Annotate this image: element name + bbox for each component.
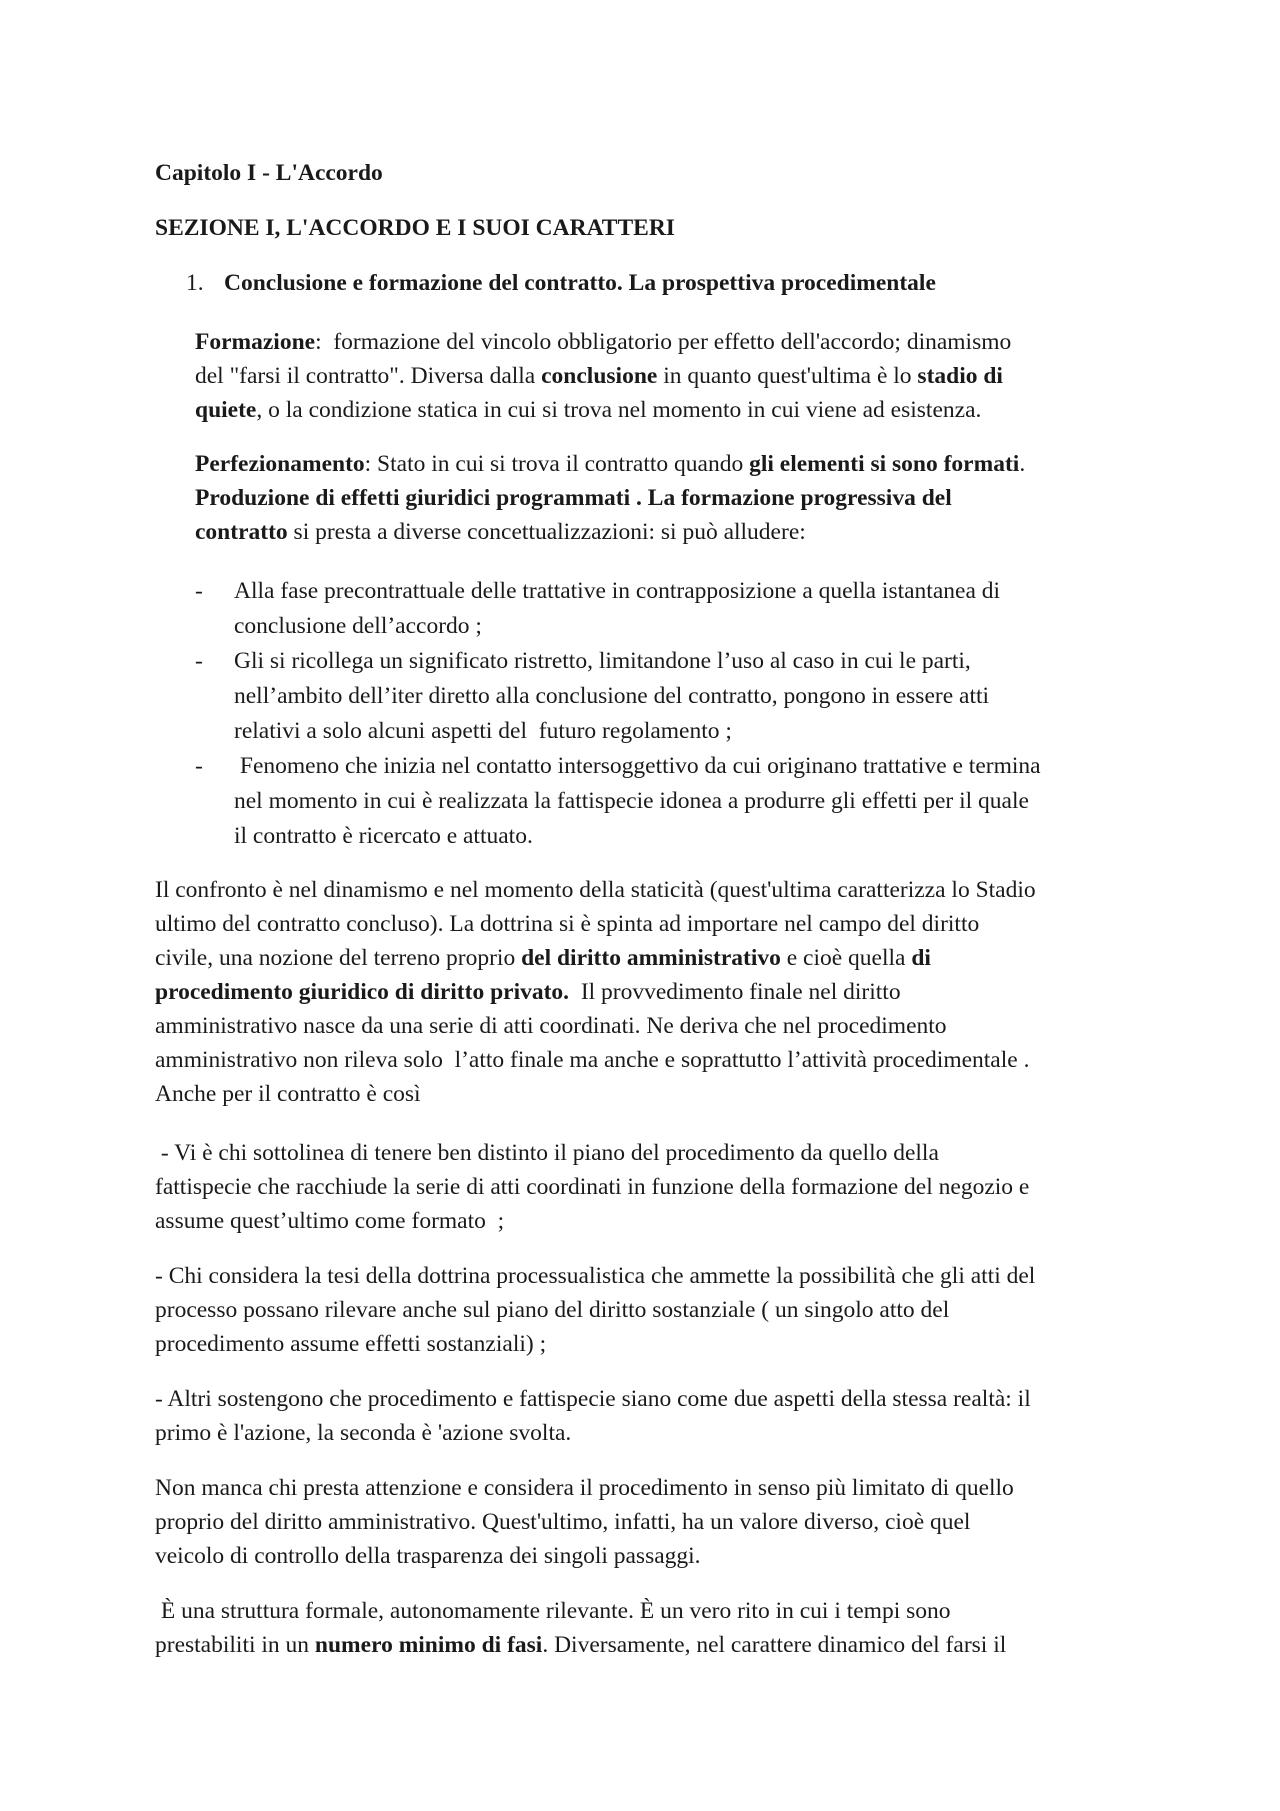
non-manca-line-2: proprio del diritto amministrativo. Quest'ultimo, infatti, ha un valore diverso, cioè quel: [155, 1509, 971, 1535]
confronto-line-6: amministrativo non rileva solo l’atto finale ma anche e soprattutto l’attività procedimentale .: [155, 1047, 1030, 1073]
dash-paragraph-2-line-3: procedimento assume effetti sostanziali) ;: [155, 1331, 547, 1357]
term-formazione: Formazione: [195, 329, 316, 355]
bullet-marker: -: [195, 648, 203, 674]
term-perfezionamento: Perfezionamento: [195, 451, 365, 477]
struttura-line-1: È una struttura formale, autonomamente rilevante. È un vero rito in cui i tempi sono: [155, 1598, 951, 1624]
perfezionamento-line-3: contratto si presta a diverse concettualizzazioni: si può alludere:: [195, 519, 806, 545]
dash-paragraph-3-line-1: - Altri sostengono che procedimento e fattispecie siano come due aspetti della stessa realtà: il: [155, 1386, 1031, 1412]
bullet-marker: -: [195, 753, 203, 779]
confronto-line-7: Anche per il contratto è così: [155, 1081, 421, 1107]
bullet-marker: -: [195, 578, 203, 604]
perfezionamento-line-1: Perfezionamento: Stato in cui si trova il contratto quando gli elementi si sono formati.: [195, 451, 1026, 477]
bullet-3-line-1: Fenomeno che inizia nel contatto intersoggettivo da cui originano trattative e termina: [234, 753, 1041, 779]
dash-paragraph-1-line-2: fattispecie che racchiude la serie di atti coordinati in funzione della formazione del negozio e: [155, 1174, 1030, 1200]
formazione-line-1: Formazione: formazione del vincolo obbligatorio per effetto dell'accordo; dinamismo: [195, 329, 1012, 355]
confronto-line-4: procedimento giuridico di diritto privato. Il provvedimento finale nel diritto: [155, 979, 901, 1005]
formazione-line-2: del "farsi il contratto". Diversa dalla conclusione in quanto quest'ultima è lo stadio di: [195, 363, 1003, 389]
bullet-2-line-3: relativi a solo alcuni aspetti del futuro regolamento ;: [234, 718, 732, 744]
confronto-line-3: civile, una nozione del terreno proprio del diritto amministrativo e cioè quella di: [155, 945, 931, 971]
non-manca-line-1: Non manca chi presta attenzione e considera il procedimento in senso più limitato di quello: [155, 1475, 1014, 1501]
confronto-line-1: Il confronto è nel dinamismo e nel momento della staticità (quest'ultima caratterizza lo Stadio: [155, 877, 1036, 903]
dash-paragraph-1-line-3: assume quest’ultimo come formato ;: [155, 1208, 505, 1234]
dash-paragraph-3-line-2: primo è l'azione, la seconda è 'azione svolta.: [155, 1420, 572, 1446]
bullet-1-line-2: conclusione dell’accordo ;: [234, 613, 482, 639]
bullet-2-line-1: Gli si ricollega un significato ristretto, limitandone l’uso al caso in cui le parti,: [234, 648, 971, 674]
struttura-line-2: prestabiliti in un numero minimo di fasi. Diversamente, nel carattere dinamico del farsi il: [155, 1632, 1007, 1658]
dash-paragraph-1-line-1: - Vi è chi sottolinea di tenere ben distinto il piano del procedimento da quello della: [155, 1140, 939, 1166]
chapter-title: Capitolo I - L'Accordo: [155, 160, 383, 186]
dash-paragraph-2-line-1: - Chi considera la tesi della dottrina processualistica che ammette la possibilità che gli atti del: [155, 1263, 1036, 1289]
non-manca-line-3: veicolo di controllo della trasparenza dei singoli passaggi.: [155, 1543, 701, 1569]
item-number: 1.: [186, 270, 204, 296]
confronto-line-5: amministrativo nasce da una serie di atti coordinati. Ne deriva che nel procedimento: [155, 1013, 947, 1039]
perfezionamento-line-2: Produzione di effetti giuridici programmati . La formazione progressiva del: [195, 485, 952, 511]
bullet-3-line-3: il contratto è ricercato e attuato.: [234, 823, 533, 849]
dash-paragraph-2-line-2: processo possano rilevare anche sul piano del diritto sostanziale ( un singolo atto del: [155, 1297, 950, 1323]
bullet-1-line-1: Alla fase precontrattuale delle trattative in contrapposizione a quella istantanea di: [234, 578, 1001, 604]
section-title: SEZIONE I, L'ACCORDO E I SUOI CARATTERI: [155, 215, 675, 241]
bullet-2-line-2: nell’ambito dell’iter diretto alla conclusione del contratto, pongono in essere atti: [234, 683, 990, 709]
item-title: Conclusione e formazione del contratto. La prospettiva procedimentale: [224, 270, 936, 296]
confronto-line-2: ultimo del contratto concluso). La dottrina si è spinta ad importare nel campo del diritto: [155, 911, 980, 937]
bullet-3-line-2: nel momento in cui è realizzata la fattispecie idonea a produrre gli effetti per il quale: [234, 788, 1029, 814]
formazione-line-3: quiete, o la condizione statica in cui si trova nel momento in cui viene ad esistenza.: [195, 397, 982, 423]
